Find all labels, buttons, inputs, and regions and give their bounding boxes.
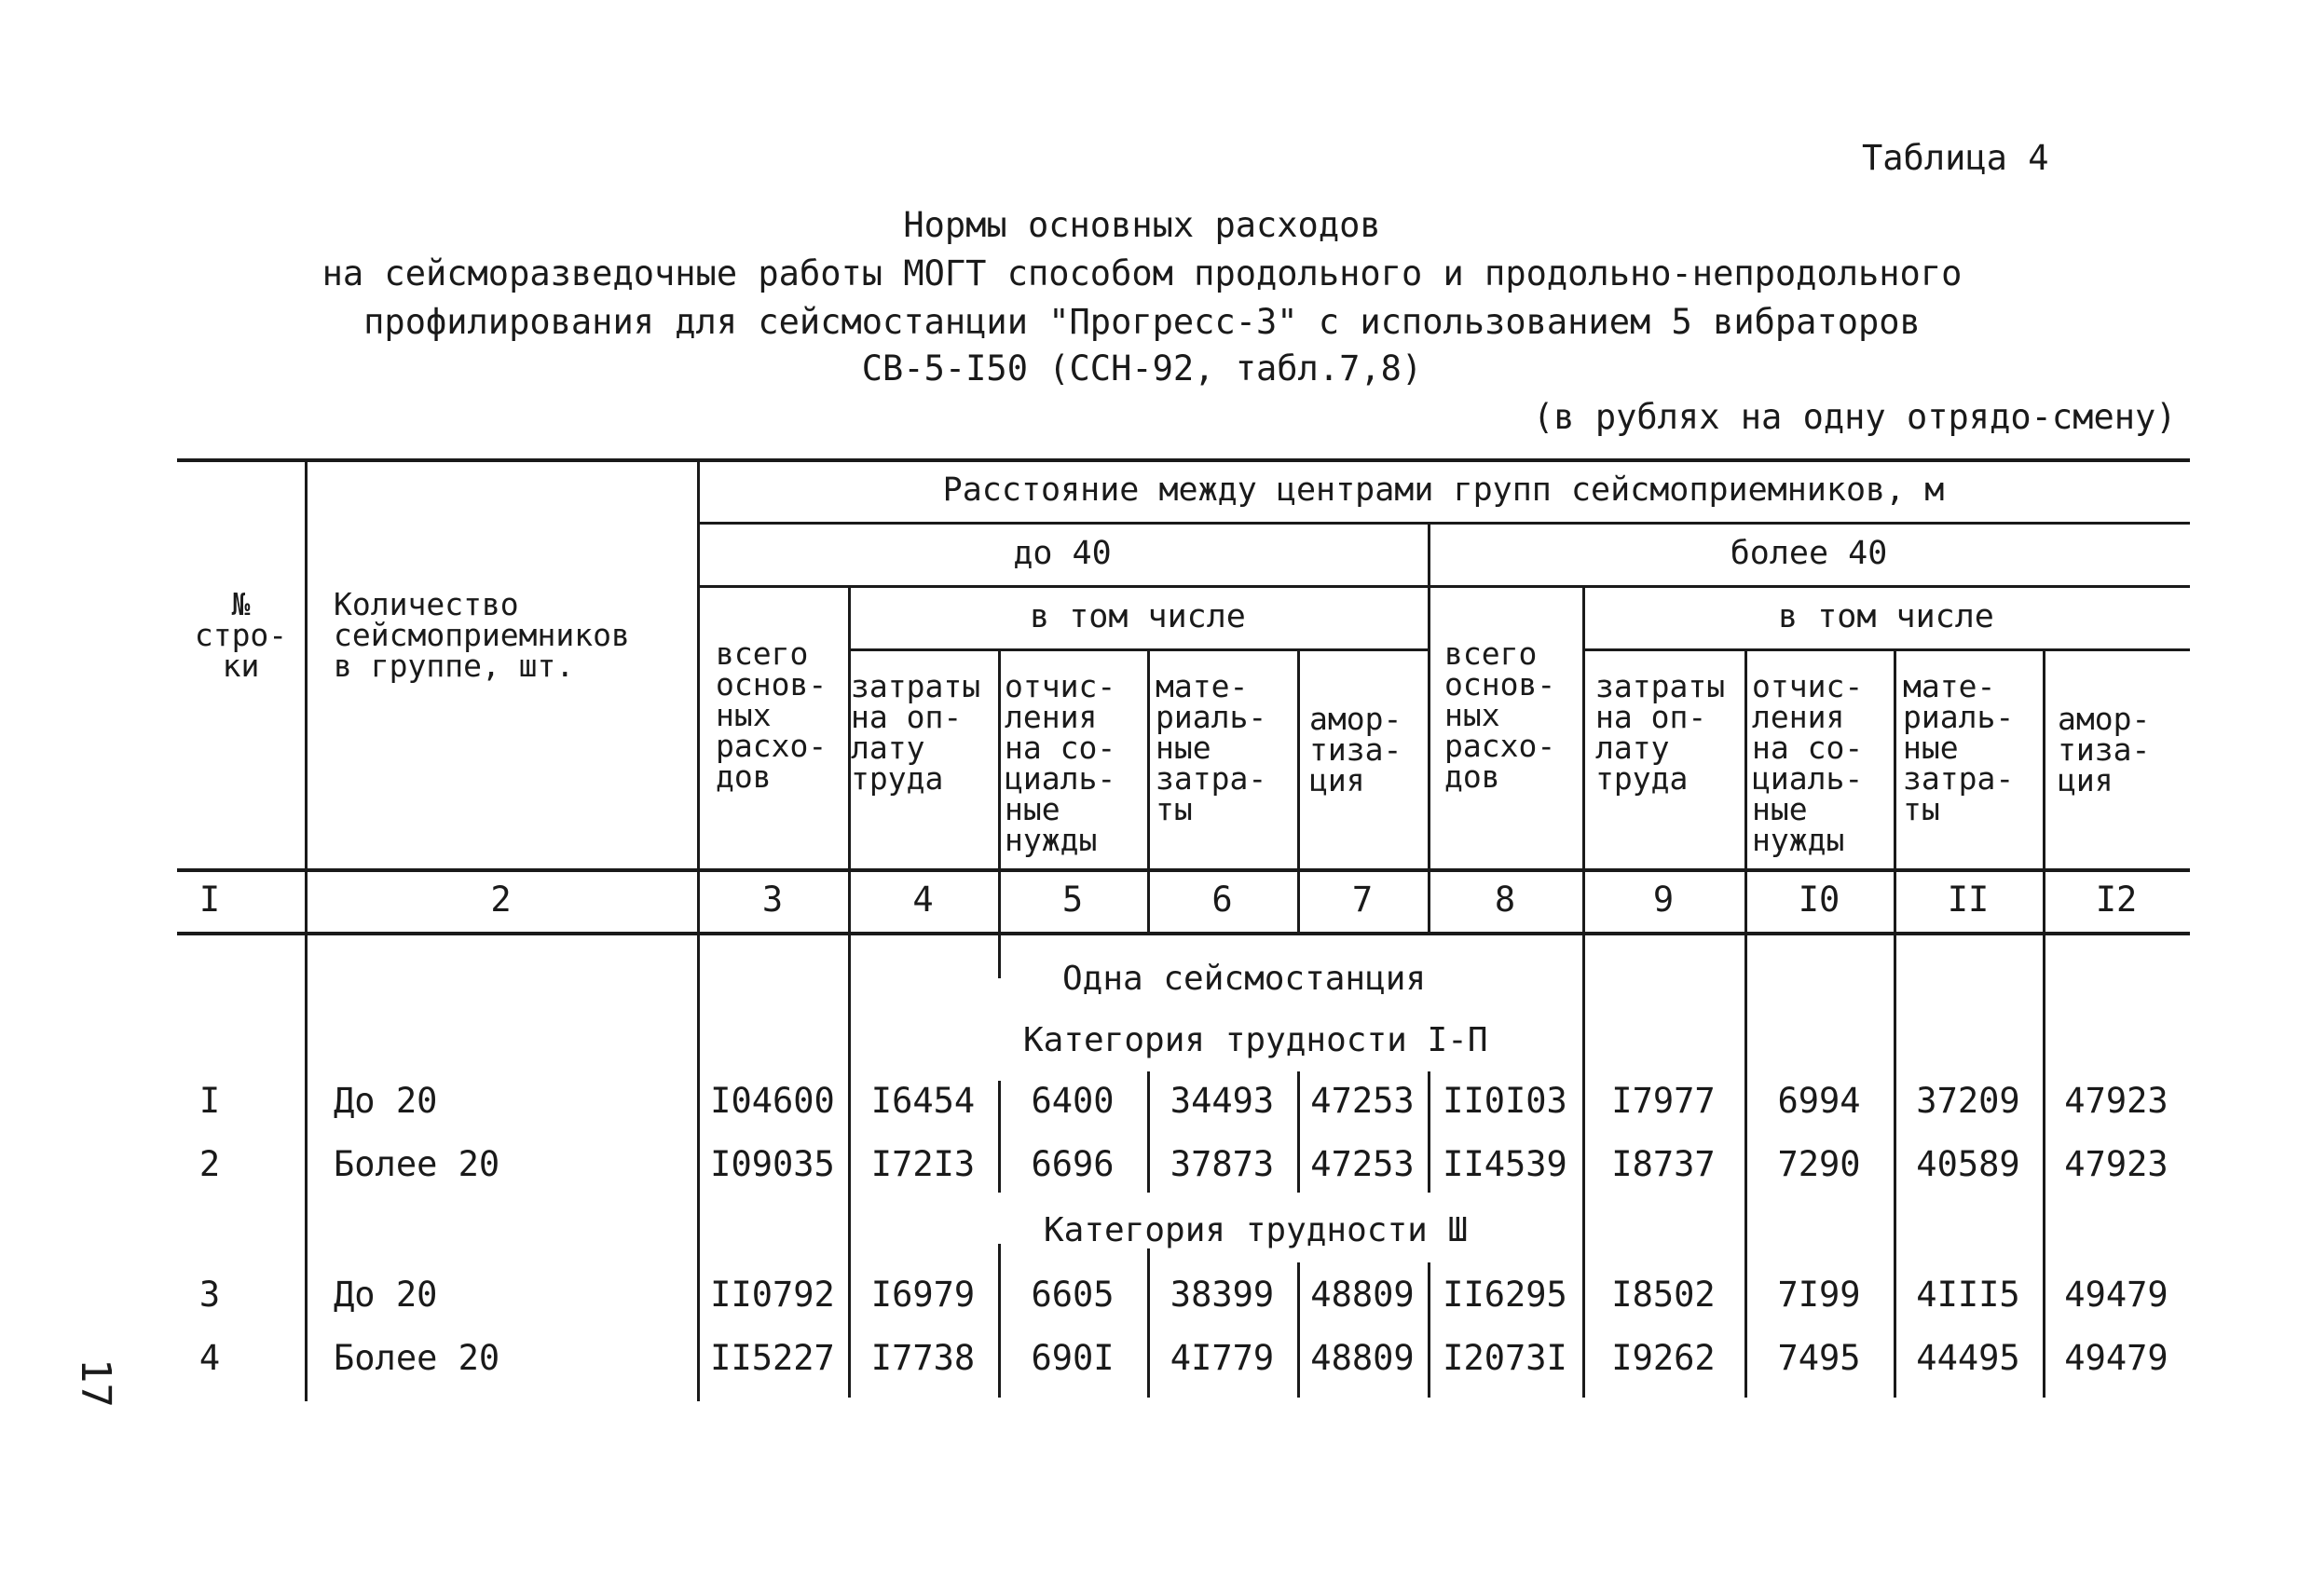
cell-row-no: 2 — [198, 1144, 221, 1184]
header-distance: Расстояние между центрами групп сейсмоприемников, м — [942, 471, 1945, 509]
cell-total-up-to-40: II5227 — [710, 1338, 835, 1378]
cell-material-over-40: 37209 — [1916, 1081, 2020, 1121]
rule-including-left — [848, 648, 1428, 651]
cell-social-over-40: 7I99 — [1777, 1275, 1861, 1315]
title-line-2: на сейсморазведочные работы МОГТ способом продольного и продольно-непродольного — [321, 253, 1963, 293]
cell-labor-over-40: I8502 — [1611, 1275, 1716, 1315]
cell-material-over-40: 4III5 — [1916, 1275, 2020, 1315]
cell-total-up-to-40: I09035 — [710, 1144, 835, 1184]
section-station: Одна сейсмостанция — [1062, 960, 1427, 998]
rule-header-bottom — [177, 868, 2190, 872]
col-num-2: 2 — [490, 880, 512, 920]
header-including-right: в том числе — [1778, 598, 1994, 635]
rule-colnum-bottom — [177, 932, 2190, 935]
cell-social-over-40: 7290 — [1777, 1144, 1861, 1184]
header-material-left: мате- риаль- ные затра- ты — [1156, 668, 1267, 827]
col-num-10: I0 — [1798, 880, 1840, 920]
cell-amort-over-40: 47923 — [2064, 1144, 2168, 1184]
vline-2 — [697, 460, 700, 1401]
section-category-1: Категория трудности I-П — [1023, 1021, 1488, 1059]
cell-material-up-to-40: 38399 — [1170, 1275, 1275, 1315]
header-labor-left: затраты на оп- лату труда — [851, 668, 981, 797]
header-row-no: № стро- ки — [194, 586, 288, 684]
cell-row-no: 3 — [198, 1275, 221, 1315]
cell-amort-up-to-40: 47253 — [1310, 1144, 1415, 1184]
title-line-4: СВ-5-I50 (ССН-92, табл.7,8) — [861, 348, 1423, 389]
cell-row-no: 4 — [198, 1338, 221, 1378]
cell-social-up-to-40: 6605 — [1031, 1275, 1115, 1315]
header-material-right: мате- риаль- ные затра- ты — [1903, 668, 2015, 827]
col-num-5: 5 — [1061, 880, 1084, 920]
cell-labor-up-to-40: I6979 — [870, 1275, 976, 1315]
title-line-1: Нормы основных расходов — [903, 205, 1381, 245]
cell-material-up-to-40: 34493 — [1170, 1081, 1275, 1121]
header-amort-left: амор- тиза- ция — [1309, 701, 1402, 798]
body-vline-4 — [998, 932, 1001, 978]
vline-7 — [1428, 522, 1430, 932]
cell-social-up-to-40: 6400 — [1031, 1081, 1115, 1121]
cell-material-over-40: 40589 — [1916, 1144, 2020, 1184]
cell-total-over-40: II6295 — [1443, 1275, 1567, 1315]
col-num-1: I — [198, 880, 221, 920]
cell-labor-over-40: I7977 — [1611, 1081, 1716, 1121]
header-total-right: всего основ- ных расхо- дов — [1444, 635, 1556, 795]
cell-material-up-to-40: 4I779 — [1170, 1338, 1275, 1378]
col-num-6: 6 — [1211, 880, 1233, 920]
title-line-3: профилирования для сейсмостанции "Прогресс-3" с использованием 5 вибраторов — [363, 302, 1921, 342]
cell-quantity: Более 20 — [334, 1338, 500, 1378]
cell-social-up-to-40: 690I — [1031, 1338, 1115, 1378]
cell-social-up-to-40: 6696 — [1031, 1144, 1115, 1184]
cell-amort-up-to-40: 48809 — [1310, 1338, 1415, 1378]
col-num-11: II — [1947, 880, 1990, 920]
header-up-to-40: до 40 — [1013, 535, 1112, 572]
cell-total-up-to-40: II0792 — [710, 1275, 835, 1315]
header-total-left: всего основ- ных расхо- дов — [716, 635, 828, 795]
table-number: Таблица 4 — [1862, 138, 2049, 178]
header-social-right: отчис- ления на со- циаль- ные нужды — [1752, 668, 1864, 858]
rule-top — [177, 458, 2190, 462]
page-number: 17 — [72, 1358, 119, 1408]
cell-material-up-to-40: 37873 — [1170, 1144, 1275, 1184]
cell-social-over-40: 7495 — [1777, 1338, 1861, 1378]
cell-quantity: Более 20 — [334, 1144, 500, 1184]
cell-amort-up-to-40: 48809 — [1310, 1275, 1415, 1315]
cell-total-over-40: II4539 — [1443, 1144, 1567, 1184]
cell-quantity: До 20 — [334, 1275, 438, 1315]
header-amort-right: амор- тиза- ция — [2058, 701, 2151, 798]
cell-labor-up-to-40: I7738 — [870, 1338, 976, 1378]
cell-amort-over-40: 47923 — [2064, 1081, 2168, 1121]
col-num-12: I2 — [2095, 880, 2138, 920]
header-quantity: Количество сейсмоприемников в группе, шт. — [334, 586, 630, 684]
vline-1 — [305, 460, 308, 1401]
col-num-4: 4 — [912, 880, 934, 920]
rule-distance — [697, 522, 2190, 525]
cell-labor-up-to-40: I6454 — [870, 1081, 976, 1121]
cell-labor-up-to-40: I72I3 — [870, 1144, 976, 1184]
cell-total-up-to-40: I04600 — [710, 1081, 835, 1121]
col-num-8: 8 — [1494, 880, 1516, 920]
cell-labor-over-40: I8737 — [1611, 1144, 1716, 1184]
cell-material-over-40: 44495 — [1916, 1338, 2020, 1378]
cell-quantity: До 20 — [334, 1081, 438, 1121]
cell-social-over-40: 6994 — [1777, 1081, 1861, 1121]
cell-amort-over-40: 49479 — [2064, 1338, 2168, 1378]
section-category-3: Категория трудности Ш — [1044, 1211, 1469, 1249]
header-labor-right: затраты на оп- лату труда — [1595, 668, 1726, 797]
cell-total-over-40: II0I03 — [1443, 1081, 1567, 1121]
cell-row-no: I — [198, 1081, 221, 1121]
cell-amort-up-to-40: 47253 — [1310, 1081, 1415, 1121]
header-social-left: отчис- ления на со- циаль- ные нужды — [1005, 668, 1116, 858]
cell-labor-over-40: I9262 — [1611, 1338, 1716, 1378]
header-including-left: в том числе — [1030, 598, 1246, 635]
cell-total-over-40: I2073I — [1443, 1338, 1567, 1378]
rule-ranges — [697, 585, 2190, 588]
header-over-40: более 40 — [1730, 535, 1888, 572]
cell-amort-over-40: 49479 — [2064, 1275, 2168, 1315]
col-num-7: 7 — [1351, 880, 1374, 920]
rule-including-right — [1582, 648, 2190, 651]
units-note: (в рублях на одну отрядо-смену) — [1533, 397, 2177, 437]
col-num-3: 3 — [761, 880, 784, 920]
col-num-9: 9 — [1652, 880, 1675, 920]
